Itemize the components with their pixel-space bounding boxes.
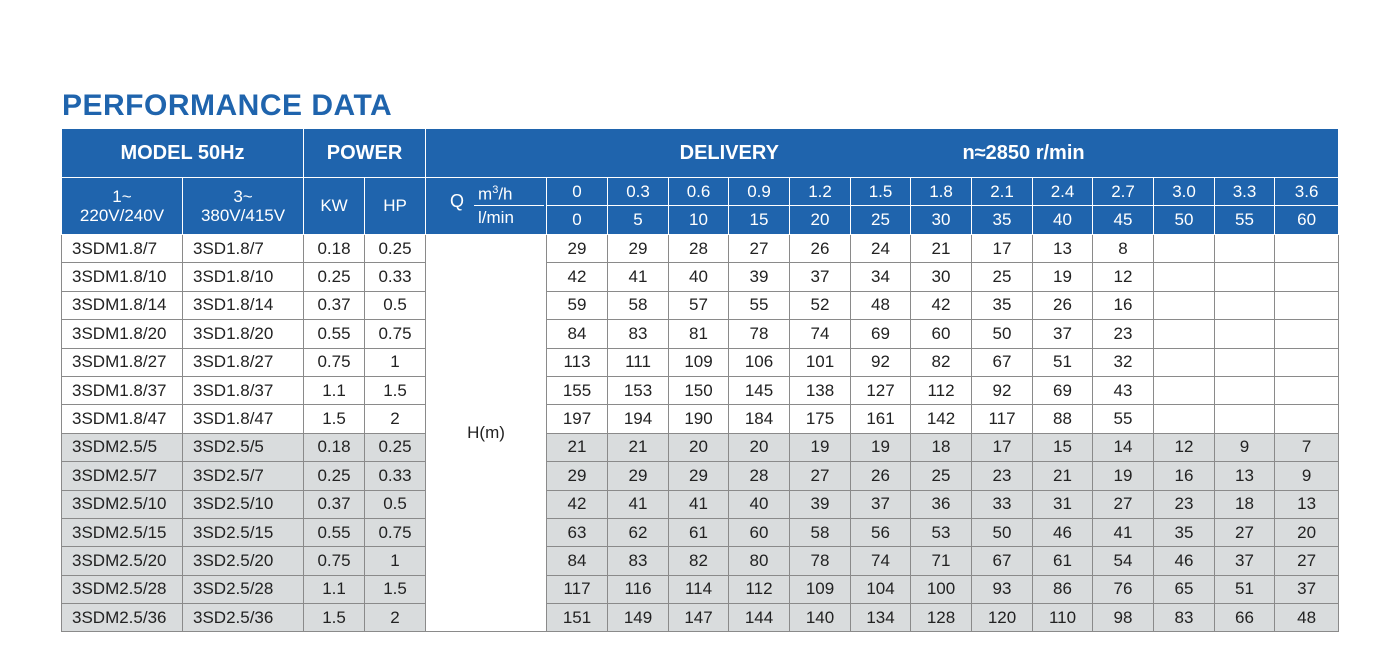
head-value: 23 — [972, 462, 1033, 490]
head-value — [1215, 291, 1275, 319]
head-value: 15 — [1033, 433, 1093, 461]
flow-lmin-cell: 20 — [790, 206, 851, 235]
head-value: 142 — [911, 405, 972, 433]
flow-m3h-cell: 1.2 — [790, 178, 851, 206]
head-value — [1154, 320, 1215, 348]
model-three-phase: 3SD1.8/10 — [183, 263, 304, 291]
power-hp: 0.33 — [365, 462, 426, 490]
head-value: 69 — [851, 320, 911, 348]
head-value: 66 — [1215, 604, 1275, 632]
head-value: 41 — [1093, 518, 1154, 546]
head-value: 128 — [911, 604, 972, 632]
power-header: POWER — [304, 129, 426, 178]
head-value: 127 — [851, 376, 911, 404]
head-value: 19 — [1093, 462, 1154, 490]
head-value: 117 — [547, 575, 608, 603]
head-value: 50 — [972, 320, 1033, 348]
head-value: 101 — [790, 348, 851, 376]
head-value: 83 — [608, 320, 669, 348]
head-value: 145 — [729, 376, 790, 404]
head-value: 82 — [669, 547, 729, 575]
power-kw: 0.18 — [304, 433, 365, 461]
model-single-phase: 3SDM1.8/20 — [62, 320, 183, 348]
model-header: MODEL 50Hz — [62, 129, 304, 178]
head-value: 42 — [547, 263, 608, 291]
head-value: 19 — [1033, 263, 1093, 291]
three-phase-voltage: 380V/415V — [200, 206, 286, 225]
head-value — [1154, 235, 1215, 263]
head-value: 109 — [790, 575, 851, 603]
head-value: 37 — [851, 490, 911, 518]
head-value — [1154, 405, 1215, 433]
table-row — [62, 263, 1339, 291]
delivery-label: DELIVERY — [679, 141, 779, 164]
head-value: 13 — [1215, 462, 1275, 490]
model-single-phase: 3SDM2.5/10 — [62, 490, 183, 518]
flow-lmin-cell: 5 — [608, 206, 669, 235]
model-single-phase: 3SDM1.8/27 — [62, 348, 183, 376]
flow-lmin-cell: 10 — [669, 206, 729, 235]
model-single-phase: 3SDM2.5/7 — [62, 462, 183, 490]
head-value: 92 — [972, 376, 1033, 404]
table-row — [62, 433, 1339, 461]
head-value: 20 — [1275, 518, 1339, 546]
head-value: 149 — [608, 604, 669, 632]
power-kw: 1.1 — [304, 575, 365, 603]
flow-m3h-cell: 0.6 — [669, 178, 729, 206]
head-value: 60 — [729, 518, 790, 546]
power-kw: 1.5 — [304, 604, 365, 632]
table-row — [62, 490, 1339, 518]
model-three-phase: 3SD2.5/10 — [183, 490, 304, 518]
flow-m3h-cell: 3.3 — [1215, 178, 1275, 206]
model-single-phase: 3SDM2.5/20 — [62, 547, 183, 575]
power-hp: 0.25 — [365, 433, 426, 461]
head-value: 50 — [972, 518, 1033, 546]
flow-m3h-cell: 0.9 — [729, 178, 790, 206]
head-value: 34 — [851, 263, 911, 291]
head-value — [1275, 235, 1339, 263]
three-phase-symbol: 3~ — [233, 187, 253, 206]
head-value: 20 — [729, 433, 790, 461]
flow-m3h-cell: 3.0 — [1154, 178, 1215, 206]
head-value: 12 — [1154, 433, 1215, 461]
head-value — [1275, 320, 1339, 348]
head-value — [1154, 376, 1215, 404]
head-value: 26 — [851, 462, 911, 490]
head-value: 21 — [608, 433, 669, 461]
head-value: 19 — [851, 433, 911, 461]
head-value: 29 — [608, 462, 669, 490]
head-value: 69 — [1033, 376, 1093, 404]
head-value: 32 — [1093, 348, 1154, 376]
table-row — [62, 547, 1339, 575]
flow-lmin-cell: 55 — [1215, 206, 1275, 235]
head-value: 8 — [1093, 235, 1154, 263]
power-hp: 1.5 — [365, 575, 426, 603]
head-value: 28 — [669, 235, 729, 263]
power-hp: 0.25 — [365, 235, 426, 263]
delivery-header — [426, 129, 1339, 178]
model-three-phase: 3SD2.5/36 — [183, 604, 304, 632]
flow-m3h-cell: 2.1 — [972, 178, 1033, 206]
flow-m3h-cell: 0.3 — [608, 178, 669, 206]
power-kw: 0.37 — [304, 291, 365, 319]
hp-header: HP — [365, 178, 426, 235]
flow-unit-lmin: l/min — [478, 208, 514, 227]
head-value: 61 — [1033, 547, 1093, 575]
head-value: 78 — [729, 320, 790, 348]
head-value: 54 — [1093, 547, 1154, 575]
head-value: 37 — [1215, 547, 1275, 575]
head-value: 109 — [669, 348, 729, 376]
head-value: 93 — [972, 575, 1033, 603]
head-value: 78 — [790, 547, 851, 575]
power-hp: 0.5 — [365, 490, 426, 518]
head-value: 190 — [669, 405, 729, 433]
model-three-phase: 3SD2.5/5 — [183, 433, 304, 461]
flow-m3h-cell: 1.8 — [911, 178, 972, 206]
head-value — [1215, 348, 1275, 376]
flow-lmin-cell: 15 — [729, 206, 790, 235]
single-phase-symbol: 1~ — [112, 187, 132, 206]
power-hp: 0.75 — [365, 320, 426, 348]
head-value: 51 — [1215, 575, 1275, 603]
head-value: 56 — [851, 518, 911, 546]
power-hp: 1 — [365, 547, 426, 575]
head-value: 59 — [547, 291, 608, 319]
head-value: 29 — [547, 462, 608, 490]
head-value: 13 — [1275, 490, 1339, 518]
head-value: 14 — [1093, 433, 1154, 461]
head-value: 9 — [1215, 433, 1275, 461]
head-value: 33 — [972, 490, 1033, 518]
power-hp: 0.33 — [365, 263, 426, 291]
head-value: 82 — [911, 348, 972, 376]
head-value: 13 — [1033, 235, 1093, 263]
model-single-phase: 3SDM2.5/28 — [62, 575, 183, 603]
power-hp: 1 — [365, 348, 426, 376]
head-value — [1275, 376, 1339, 404]
head-value: 57 — [669, 291, 729, 319]
head-value: 9 — [1275, 462, 1339, 490]
performance-table — [61, 128, 1339, 632]
power-kw: 1.5 — [304, 405, 365, 433]
table-row — [62, 320, 1339, 348]
head-value: 110 — [1033, 604, 1093, 632]
head-value: 104 — [851, 575, 911, 603]
head-value: 58 — [790, 518, 851, 546]
head-value: 17 — [972, 433, 1033, 461]
power-hp: 0.75 — [365, 518, 426, 546]
model-three-phase: 3SD1.8/20 — [183, 320, 304, 348]
head-value: 67 — [972, 348, 1033, 376]
head-value: 155 — [547, 376, 608, 404]
kw-header: KW — [304, 178, 365, 235]
head-value: 80 — [729, 547, 790, 575]
head-value: 117 — [972, 405, 1033, 433]
model-single-phase: 3SDM1.8/10 — [62, 263, 183, 291]
head-value — [1275, 405, 1339, 433]
head-value: 29 — [608, 235, 669, 263]
flow-unit-m3h: $m^3/h$ — [478, 184, 513, 204]
speed-label: n≈2850 r/min — [962, 141, 1085, 164]
head-value: 52 — [790, 291, 851, 319]
head-value: 42 — [911, 291, 972, 319]
head-value: 27 — [1275, 547, 1339, 575]
head-value: 40 — [729, 490, 790, 518]
head-value: 153 — [608, 376, 669, 404]
head-value: 39 — [729, 263, 790, 291]
head-value: 63 — [547, 518, 608, 546]
head-value: 51 — [1033, 348, 1093, 376]
head-value: 175 — [790, 405, 851, 433]
head-value: 86 — [1033, 575, 1093, 603]
table-row — [62, 291, 1339, 319]
head-value — [1154, 291, 1215, 319]
flow-m3h-cell: 0 — [547, 178, 608, 206]
head-value: 46 — [1154, 547, 1215, 575]
head-value — [1215, 405, 1275, 433]
head-value: 41 — [608, 263, 669, 291]
head-value: 81 — [669, 320, 729, 348]
model-three-phase: 3SD1.8/47 — [183, 405, 304, 433]
head-value: 92 — [851, 348, 911, 376]
head-value — [1215, 263, 1275, 291]
flow-lmin-cell: 50 — [1154, 206, 1215, 235]
power-hp: 2 — [365, 604, 426, 632]
table-row — [62, 604, 1339, 632]
head-value: 84 — [547, 320, 608, 348]
head-value: 111 — [608, 348, 669, 376]
table-row — [62, 518, 1339, 546]
head-value: 21 — [547, 433, 608, 461]
head-value: 43 — [1093, 376, 1154, 404]
power-hp: 1.5 — [365, 376, 426, 404]
model-three-phase: 3SD1.8/27 — [183, 348, 304, 376]
head-value: 197 — [547, 405, 608, 433]
flow-lmin-cell: 45 — [1093, 206, 1154, 235]
head-value: 140 — [790, 604, 851, 632]
head-value: 76 — [1093, 575, 1154, 603]
table-row — [62, 348, 1339, 376]
head-value: 27 — [729, 235, 790, 263]
head-value: 112 — [911, 376, 972, 404]
head-value: 161 — [851, 405, 911, 433]
table-row — [62, 405, 1339, 433]
head-value: 62 — [608, 518, 669, 546]
model-three-phase: 3SD1.8/37 — [183, 376, 304, 404]
head-value: 23 — [1154, 490, 1215, 518]
model-three-phase: 3SD1.8/14 — [183, 291, 304, 319]
head-value: 35 — [1154, 518, 1215, 546]
model-three-phase: 3SD2.5/28 — [183, 575, 304, 603]
head-value: 120 — [972, 604, 1033, 632]
head-value: 12 — [1093, 263, 1154, 291]
power-kw: 0.55 — [304, 518, 365, 546]
flow-unit-header — [426, 178, 547, 235]
model-single-phase: 3SDM2.5/36 — [62, 604, 183, 632]
head-value: 74 — [851, 547, 911, 575]
model-three-phase: 3SD1.8/7 — [183, 235, 304, 263]
table-row — [62, 376, 1339, 404]
head-value: 31 — [1033, 490, 1093, 518]
head-value: 18 — [1215, 490, 1275, 518]
head-value: 138 — [790, 376, 851, 404]
head-value: 147 — [669, 604, 729, 632]
model-three-phase: 3SD2.5/20 — [183, 547, 304, 575]
head-value — [1154, 263, 1215, 291]
head-value: 27 — [1093, 490, 1154, 518]
table-row — [62, 462, 1339, 490]
head-value: 25 — [972, 263, 1033, 291]
head-value: 24 — [851, 235, 911, 263]
head-value: 18 — [911, 433, 972, 461]
head-value: 48 — [851, 291, 911, 319]
head-value: 23 — [1093, 320, 1154, 348]
head-value: 88 — [1033, 405, 1093, 433]
model-single-phase: 3SDM2.5/5 — [62, 433, 183, 461]
head-value: 40 — [669, 263, 729, 291]
flow-m3h-cell: 1.5 — [851, 178, 911, 206]
head-value: 41 — [669, 490, 729, 518]
head-value: 37 — [1033, 320, 1093, 348]
power-kw: 0.25 — [304, 263, 365, 291]
head-value: 20 — [669, 433, 729, 461]
head-value: 112 — [729, 575, 790, 603]
head-value: 65 — [1154, 575, 1215, 603]
head-value: 16 — [1154, 462, 1215, 490]
head-value: 27 — [790, 462, 851, 490]
head-value: 46 — [1033, 518, 1093, 546]
head-value: 42 — [547, 490, 608, 518]
power-kw: 0.75 — [304, 547, 365, 575]
flow-lmin-cell: 60 — [1275, 206, 1339, 235]
head-value — [1215, 235, 1275, 263]
head-value — [1275, 291, 1339, 319]
head-value: 194 — [608, 405, 669, 433]
power-kw: 1.1 — [304, 376, 365, 404]
head-value: 16 — [1093, 291, 1154, 319]
head-value: 134 — [851, 604, 911, 632]
model-single-phase: 3SDM1.8/14 — [62, 291, 183, 319]
head-value: 60 — [911, 320, 972, 348]
single-phase-voltage: 220V/240V — [79, 206, 165, 225]
flow-lmin-cell: 25 — [851, 206, 911, 235]
flow-m3h-cell: 2.7 — [1093, 178, 1154, 206]
head-value: 27 — [1215, 518, 1275, 546]
head-value: 26 — [1033, 291, 1093, 319]
head-value: 7 — [1275, 433, 1339, 461]
head-value: 26 — [790, 235, 851, 263]
model-three-phase: 3SD2.5/7 — [183, 462, 304, 490]
head-value: 58 — [608, 291, 669, 319]
head-value: 98 — [1093, 604, 1154, 632]
head-value: 29 — [669, 462, 729, 490]
power-kw: 0.55 — [304, 320, 365, 348]
head-value: 37 — [790, 263, 851, 291]
head-value: 67 — [972, 547, 1033, 575]
head-value: 37 — [1275, 575, 1339, 603]
head-value: 116 — [608, 575, 669, 603]
power-kw: 0.25 — [304, 462, 365, 490]
page-title: PERFORMANCE DATA — [62, 89, 393, 122]
head-value: 19 — [790, 433, 851, 461]
flow-lmin-cell: 35 — [972, 206, 1033, 235]
head-value: 151 — [547, 604, 608, 632]
three-phase-header — [183, 178, 304, 235]
flow-lmin-cell: 40 — [1033, 206, 1093, 235]
head-value: 53 — [911, 518, 972, 546]
head-value: 113 — [547, 348, 608, 376]
power-hp: 2 — [365, 405, 426, 433]
fraction-line — [474, 205, 544, 206]
head-value: 71 — [911, 547, 972, 575]
head-value: 55 — [729, 291, 790, 319]
head-value: 21 — [911, 235, 972, 263]
head-value: 30 — [911, 263, 972, 291]
power-kw: 0.18 — [304, 235, 365, 263]
head-value: 100 — [911, 575, 972, 603]
head-value — [1275, 348, 1339, 376]
flow-m3h-cell: 2.4 — [1033, 178, 1093, 206]
head-value — [1275, 263, 1339, 291]
head-value: 17 — [972, 235, 1033, 263]
flow-m3h-cell: 3.6 — [1275, 178, 1339, 206]
table-row — [62, 235, 1339, 263]
head-value: 74 — [790, 320, 851, 348]
head-value: 114 — [669, 575, 729, 603]
head-value: 25 — [911, 462, 972, 490]
model-single-phase: 3SDM1.8/47 — [62, 405, 183, 433]
head-value: 39 — [790, 490, 851, 518]
power-hp: 0.5 — [365, 291, 426, 319]
head-value: 61 — [669, 518, 729, 546]
head-value: 83 — [608, 547, 669, 575]
power-kw: 0.37 — [304, 490, 365, 518]
head-value: 35 — [972, 291, 1033, 319]
head-value: 55 — [1093, 405, 1154, 433]
head-value: 28 — [729, 462, 790, 490]
head-value: 144 — [729, 604, 790, 632]
power-kw: 0.75 — [304, 348, 365, 376]
q-letter: Q — [450, 191, 465, 211]
head-value — [1154, 348, 1215, 376]
head-value — [1215, 320, 1275, 348]
model-single-phase: 3SDM2.5/15 — [62, 518, 183, 546]
head-value: 83 — [1154, 604, 1215, 632]
model-three-phase: 3SD2.5/15 — [183, 518, 304, 546]
head-value: 184 — [729, 405, 790, 433]
head-label: H(m) — [426, 235, 547, 632]
head-value: 36 — [911, 490, 972, 518]
head-value: 106 — [729, 348, 790, 376]
table-row — [62, 575, 1339, 603]
head-value: 84 — [547, 547, 608, 575]
flow-lmin-cell: 0 — [547, 206, 608, 235]
head-value: 29 — [547, 235, 608, 263]
head-value: 41 — [608, 490, 669, 518]
head-value: 48 — [1275, 604, 1339, 632]
flow-lmin-cell: 30 — [911, 206, 972, 235]
single-phase-header — [62, 178, 183, 235]
head-value — [1215, 376, 1275, 404]
model-single-phase: 3SDM1.8/37 — [62, 376, 183, 404]
model-single-phase: 3SDM1.8/7 — [62, 235, 183, 263]
head-value: 150 — [669, 376, 729, 404]
head-value: 21 — [1033, 462, 1093, 490]
